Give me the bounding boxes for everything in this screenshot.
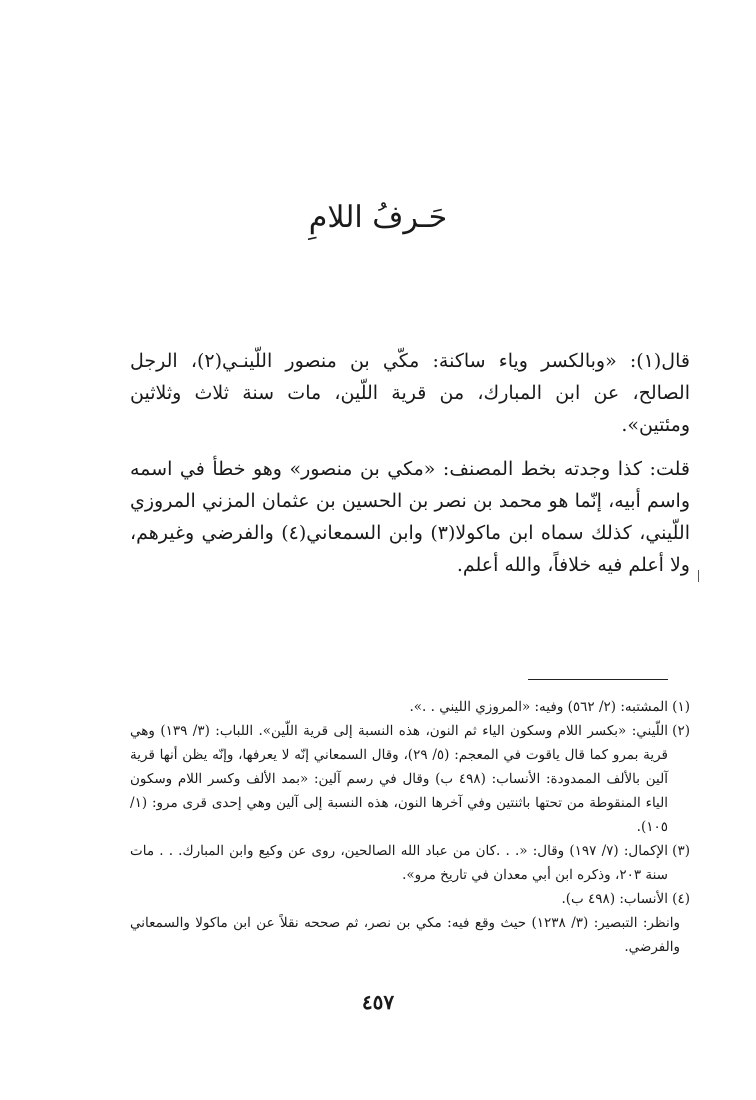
footnote-separator [528,679,668,680]
footnote-number: (١) [672,699,690,715]
chapter-heading: حَـرفُ اللامِ [308,200,448,235]
footnote-continuation: وانظر: التبصير: (٣/ ١٢٣٨) حيث وقع فيه: مكي بن نصر، ثم صححه نقلاً عن ابن ماكولا والسمعاني والفرضي. [130,915,680,955]
page-number: ٤٥٧ [361,990,395,1014]
footnote-number: (٢) [672,723,690,739]
paragraph-1: قال(١): «وبالكسر وياء ساكنة: مكّي بن منصور اللّينـي(٢)، الرجل الصالح، عن ابن المبارك، من قرية اللّين، مات سنة ثلاث وثلاثين ومئتين». [130,350,690,436]
footnote-text: الأنساب: (٤٩٨ ب). [561,891,668,907]
footnote-number: (٣) [672,843,690,859]
footnotes [130,695,690,959]
footnote-3 [130,839,690,887]
footnote-1 [130,695,690,719]
footnote-4 [130,887,690,911]
footnote-text: اللّيني: «بكسر اللام وسكون الياء ثم النون، هذه النسبة إلى قرية اللّين». اللباب: (٣/ ١٣٩) وهي قرية بمرو كما قال ياقوت في المعجم: (٥/ ٢٩)، وقال السمعاني إنّه لا يعرفها، وإنّه يظن أنها قرية آلين بالألف الممدودة: الأنساب: (٤٩٨ ب) وقال في رسم آلين: «بمد الألف وكسر اللام وسكون الياء المنقوطة من تحتها باثنتين وفي آخرها النون، هذه النسبة إلى آلين وهي إحدى قرى مرو: (١/ ١٠٥). [130,723,669,835]
main-text [130,345,690,593]
paragraph-2: قلت: كذا وجدته بخط المصنف: «مكي بن منصور» وهو خطأ في اسمه واسم أبيه، إنّما هو محمد بن نصر بن الحسين بن عثمان المزني المروزي اللّيني، كذلك سماه ابن ماكولا(٣) وابن السمعاني(٤) والفرضي وغيرهم، ولا أعلم فيه خلافاً، والله أعلم. [130,458,690,576]
footnote-text: المشتبه: (٢/ ٥٦٢) وفيه: «المروزي الليني . .». [409,699,668,715]
footnote-number: (٤) [672,891,690,907]
footnote-2 [130,719,690,839]
margin-mark [698,570,699,582]
footnote-text: الإكمال: (٧/ ١٩٧) وقال: «. . .كان من عباد الله الصالحين، روى عن وكيع وابن المبارك. . . مات سنة ٢٠٣، وذكره ابن أبي معدان في تاريخ مرو». [130,843,668,883]
